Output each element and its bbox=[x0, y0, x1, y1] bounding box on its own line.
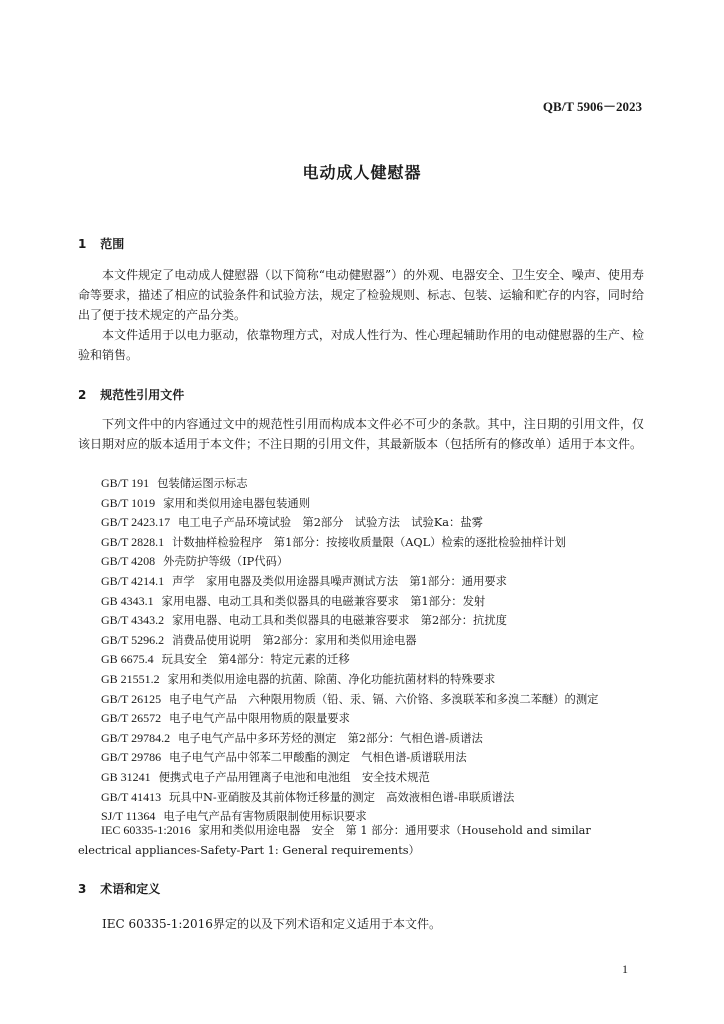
reference-code: IEC 60335-1:2016 bbox=[101, 823, 191, 837]
section-title: 范围 bbox=[100, 237, 125, 251]
section-2-paragraph-1: 下列文件中的内容通过文中的规范性引用而构成本文件必不可少的条款。其中，注日期的引用文件，仅该日期对应的版本适用于本文件；不注日期的引用文件，其最新版本（包括所有的修改单）适用于本文件。 bbox=[78, 417, 644, 451]
reference-code: GB 4343.1 bbox=[101, 593, 154, 608]
reference-title: 家用电器、电动工具和类似器具的电磁兼容要求 第2部分：抗扰度 bbox=[172, 614, 507, 628]
section-title: 规范性引用文件 bbox=[100, 388, 185, 402]
reference-title: 电子电气产品 六种限用物质（铅、汞、镉、六价铬、多溴联苯和多溴二苯醚）的测定 bbox=[169, 692, 599, 706]
reference-code: GB/T 29784.2 bbox=[101, 730, 171, 745]
reference-code: GB/T 41413 bbox=[101, 789, 162, 804]
reference-code: GB 6675.4 bbox=[101, 652, 154, 667]
section-title: 术语和定义 bbox=[100, 882, 161, 896]
reference-code: GB/T 2423.17 bbox=[101, 515, 171, 530]
reference-title: 电子电气产品有害物质限制使用标识要求 bbox=[163, 810, 367, 824]
reference-title: 消费品使用说明 第2部分：家用和类似用途电器 bbox=[172, 633, 417, 647]
reference-code: GB/T 4214.1 bbox=[101, 573, 165, 588]
section-1-paragraph-2: 本文件适用于以电力驱动，依靠物理方式，对成人性行为、性心理起辅助作用的电动健慰器的生产、检验和销售。 bbox=[78, 328, 644, 362]
normative-reference-list bbox=[101, 474, 646, 827]
reference-code: SJ/T 11364 bbox=[101, 809, 156, 824]
reference-title: 玩具中N-亚硝胺及其前体物迁移量的测定 高效液相色谱-串联质谱法 bbox=[169, 790, 515, 804]
reference-title: 电子电气产品中多环芳烃的测定 第2部分：气相色谱-质谱法 bbox=[178, 731, 483, 745]
reference-item bbox=[101, 611, 646, 631]
reference-item bbox=[101, 670, 646, 690]
reference-title: 电工电子产品环境试验 第2部分 试验方法 试验Ka：盐雾 bbox=[178, 516, 483, 530]
section-3-paragraph-1: IEC 60335-1:2016界定的以及下列术语和定义适用于本文件。 bbox=[102, 917, 441, 931]
standard-number: QB/T 5906－2023 bbox=[542, 99, 642, 114]
reference-item bbox=[101, 650, 646, 670]
document-title: 电动成人健慰器 bbox=[302, 163, 422, 182]
reference-title: 家用和类似用途电器的抗菌、除菌、净化功能抗菌材料的特殊要求 bbox=[167, 672, 496, 686]
reference-title: 声学 家用电器及类似用途器具噪声测试方法 第1部分：通用要求 bbox=[172, 574, 507, 588]
section-3-heading bbox=[78, 880, 160, 897]
reference-code: GB 31241 bbox=[101, 769, 151, 784]
reference-title: 包装储运图示标志 bbox=[157, 477, 248, 490]
reference-title: 家用电器、电动工具和类似器具的电磁兼容要求 第1部分：发射 bbox=[161, 594, 486, 608]
reference-title: 电子电气产品中邻苯二甲酸酯的测定 气相色谱-质谱联用法 bbox=[169, 751, 467, 765]
section-number: 2 bbox=[78, 388, 87, 402]
reference-title: 家用和类似用途电器 安全 第 1 部分：通用要求（Household and similar electrical appliances-Safety-Part 1: General requirements） bbox=[78, 824, 591, 857]
reference-item bbox=[101, 768, 646, 788]
reference-code: GB 21551.2 bbox=[101, 671, 160, 686]
reference-code: GB/T 4343.2 bbox=[101, 613, 165, 628]
reference-title: 玩具安全 第4部分：特定元素的迁移 bbox=[161, 653, 350, 667]
reference-item bbox=[101, 592, 646, 612]
section-1-heading bbox=[78, 235, 124, 252]
reference-title: 家用和类似用途电器包装通则 bbox=[163, 496, 310, 510]
reference-item bbox=[101, 513, 646, 533]
reference-item bbox=[101, 709, 646, 729]
reference-item bbox=[101, 552, 646, 572]
reference-item bbox=[101, 572, 646, 592]
reference-item bbox=[101, 788, 646, 808]
reference-item bbox=[101, 631, 646, 651]
iec-reference bbox=[78, 820, 644, 861]
reference-code: GB/T 26125 bbox=[101, 691, 162, 706]
reference-code: GB/T 29786 bbox=[101, 750, 162, 765]
reference-title: 电子电气产品中限用物质的限量要求 bbox=[169, 712, 350, 726]
reference-code: GB/T 191 bbox=[101, 476, 150, 490]
reference-item bbox=[101, 748, 646, 768]
reference-code: GB/T 26572 bbox=[101, 711, 162, 726]
reference-item bbox=[101, 494, 646, 514]
reference-item bbox=[101, 690, 646, 710]
reference-code: GB/T 4208 bbox=[101, 554, 156, 569]
reference-item bbox=[101, 474, 646, 494]
reference-item bbox=[101, 533, 646, 553]
reference-code: GB/T 1019 bbox=[101, 495, 156, 510]
section-2-heading bbox=[78, 386, 184, 403]
reference-title: 便携式电子产品用锂离子电池和电池组 安全技术规范 bbox=[158, 770, 430, 784]
section-number: 1 bbox=[78, 237, 87, 251]
reference-code: GB/T 5296.2 bbox=[101, 632, 165, 647]
section-number: 3 bbox=[78, 882, 87, 896]
page-number: 1 bbox=[622, 962, 628, 976]
section-1-paragraph-1: 本文件规定了电动成人健慰器（以下简称“电动健慰器”）的外观、电器安全、卫生安全、噪声、使用寿命等要求，描述了相应的试验条件和试验方法，规定了检验规则、标志、包装、运输和贮存的内容，同时给出了便于技术规定的产品分类。 bbox=[78, 268, 644, 322]
reference-item bbox=[101, 729, 646, 749]
reference-code: GB/T 2828.1 bbox=[101, 534, 165, 549]
reference-title: 计数抽样检验程序 第1部分：按接收质量限（AQL）检索的逐批检验抽样计划 bbox=[172, 535, 566, 549]
reference-title: 外壳防护等级（IP代码） bbox=[163, 555, 289, 569]
